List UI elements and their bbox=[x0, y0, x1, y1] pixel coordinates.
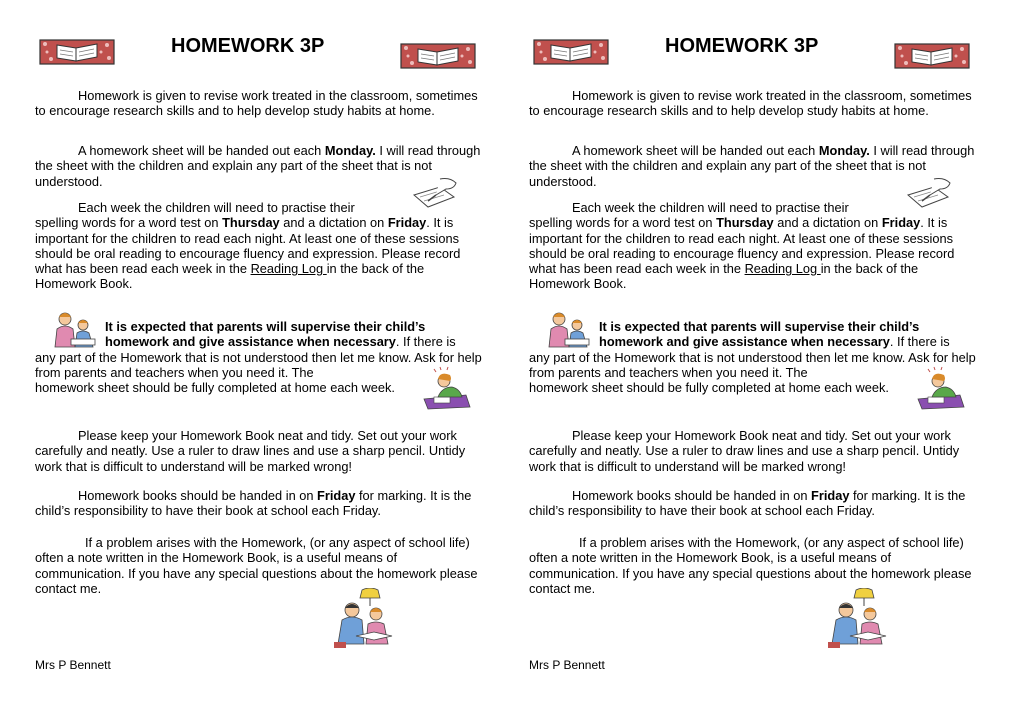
practise-paragraph: Each week the children will need to practise their spelling words for a word test on Thursday and a dictation on Friday. It is important for the children to read each night. At least one of these sessions should be oral reading to encourage fluency and expression. Please record what has been read each week in the Reading Log in the back of the Homework Book. bbox=[35, 200, 461, 292]
homework-sheet-paragraph: A homework sheet will be handed out each Monday. I will read through the sheet with the children and explain any part of the sheet that is not understood. bbox=[35, 143, 481, 189]
page-title: HOMEWORK 3P bbox=[665, 35, 819, 57]
expectation-paragraph: It is expected that parents will supervise their child’s homework and give assistance when necessary. If there is any part of the Homework that is not understood then let me know. Ask for help from parents and teachers when you need it. The homework sheet should be fully completed at home each week. bbox=[35, 319, 482, 396]
handin-paragraph: Homework books should be handed in on Friday for marking. It is the child’s responsibility to have their book at school each Friday. bbox=[529, 488, 966, 519]
intro-paragraph: Homework is given to revise work treated in the classroom, sometimes to encourage research skills and to help develop study habits at home. bbox=[35, 88, 478, 119]
neatness-paragraph: Please keep your Homework Book neat and tidy. Set out your work carefully and neatly. Use a ruler to draw lines and use a sharp pencil. Untidy work that is difficult to understand will be marked wrong! bbox=[35, 428, 466, 474]
practise-paragraph: Each week the children will need to practise their spelling words for a word test on Thursday and a dictation on Friday. It is important for the children to read each night. At least one of these sessions should be oral reading to encourage fluency and expression. Please record what has been read each week in the Reading Log in the back of the Homework Book. bbox=[529, 200, 955, 292]
child-studying-icon bbox=[420, 365, 472, 411]
open-book-icon bbox=[400, 43, 476, 69]
homework-sheet-right bbox=[494, 0, 1006, 724]
children-reading-lamp-icon bbox=[828, 588, 894, 648]
signature: Mrs P Bennett bbox=[35, 658, 111, 672]
children-reading-lamp-icon bbox=[334, 588, 400, 648]
open-book-icon bbox=[894, 43, 970, 69]
signature: Mrs P Bennett bbox=[529, 658, 605, 672]
intro-paragraph: Homework is given to revise work treated in the classroom, sometimes to encourage research skills and to help develop study habits at home. bbox=[529, 88, 972, 119]
page-title: HOMEWORK 3P bbox=[171, 35, 325, 57]
child-studying-icon bbox=[914, 365, 966, 411]
open-book-icon bbox=[533, 39, 609, 65]
homework-sheet-paragraph: A homework sheet will be handed out each Monday. I will read through the sheet with the children and explain any part of the sheet that is not understood. bbox=[529, 143, 975, 189]
open-book-icon bbox=[39, 39, 115, 65]
problem-paragraph: If a problem arises with the Homework, (or any aspect of school life) often a note written in the Homework Book, is a useful means of communication. If you have any special questions about the homework please contact me. bbox=[529, 535, 972, 596]
handin-paragraph: Homework books should be handed in on Friday for marking. It is the child’s responsibility to have their book at school each Friday. bbox=[35, 488, 472, 519]
problem-paragraph: If a problem arises with the Homework, (or any aspect of school life) often a note written in the Homework Book, is a useful means of communication. If you have any special questions about the homework please contact me. bbox=[35, 535, 478, 596]
neatness-paragraph: Please keep your Homework Book neat and tidy. Set out your work carefully and neatly. Use a ruler to draw lines and use a sharp pencil. Untidy work that is difficult to understand will be marked wrong! bbox=[529, 428, 960, 474]
expectation-paragraph: It is expected that parents will supervise their child’s homework and give assistance when necessary. If there is any part of the Homework that is not understood then let me know. Ask for help from parents and teachers when you need it. The homework sheet should be fully completed at home each week. bbox=[529, 319, 976, 396]
